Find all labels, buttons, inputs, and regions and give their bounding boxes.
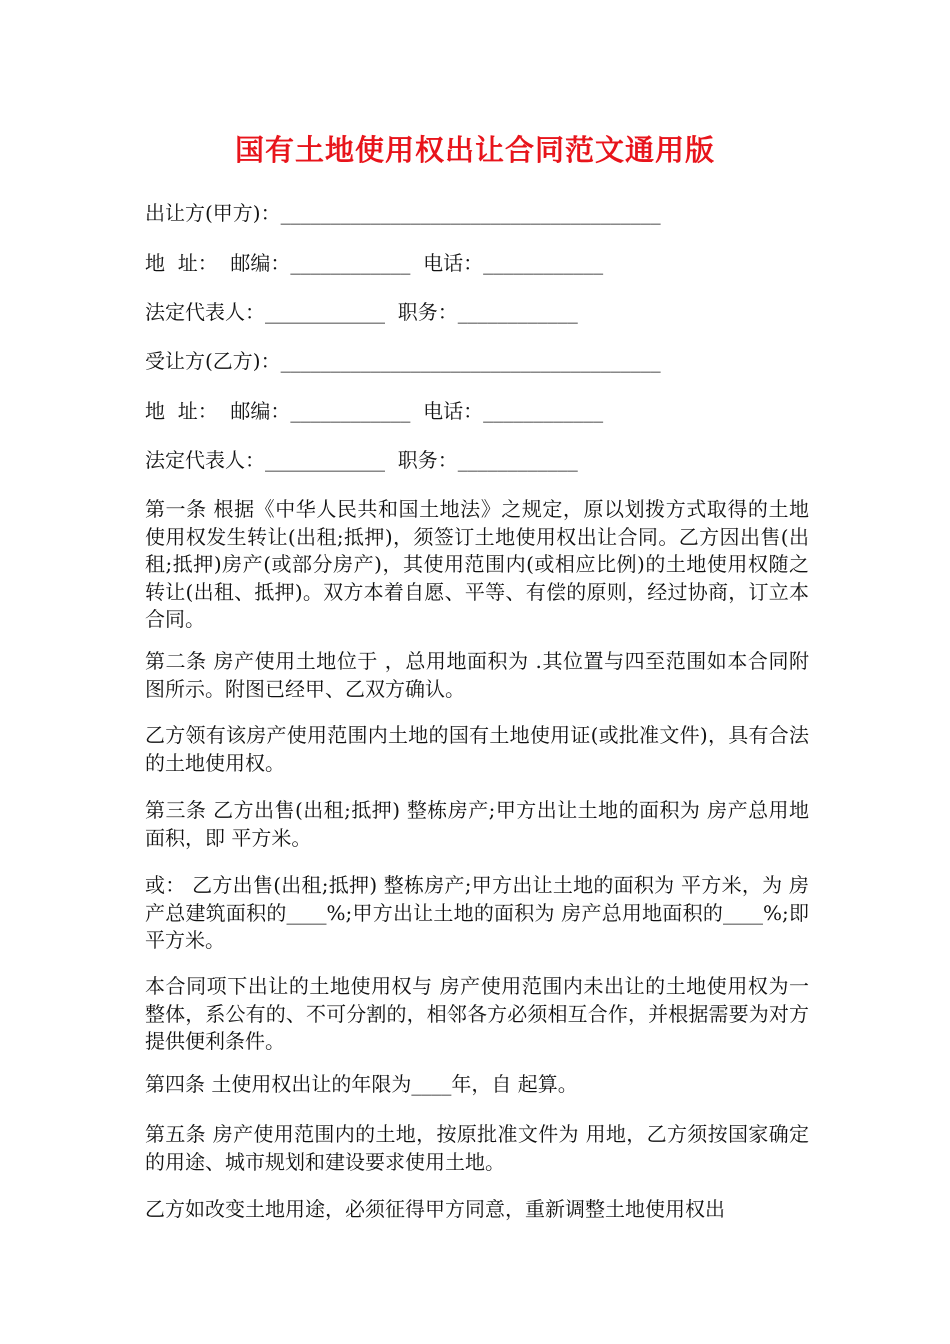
article-4-paragraph: 第四条 土使用权出让的年限为____年，自 起算。 — [145, 1072, 578, 1096]
grantor-field: 出让方(甲方)：______________________________________ — [145, 201, 661, 225]
land-use-change-paragraph: 乙方如改变土地用途，必须征得甲方同意，重新调整土地使用权出 — [145, 1197, 725, 1221]
article-3-paragraph: 第三条 乙方出售(出租;抵押) 整栋房产;甲方出让土地的面积为 房产总用地面积，即 平方米。 — [145, 798, 809, 850]
shared-land-paragraph: 本合同项下出让的土地使用权与 房产使用范围内未出让的土地使用权为一整体，系公有的、不可分割的，相邻各方必须相互合作，并根据需要为对方提供便利条件。 — [145, 974, 809, 1053]
land-certificate-paragraph: 乙方领有该房产使用范围内土地的国有土地使用证(或批准文件)，具有合法的土地使用权。 — [145, 723, 809, 775]
article-1-paragraph: 第一条 根据《中华人民共和国土地法》之规定，原以划拨方式取得的土地使用权发生转让(出租;抵押)，须签订土地使用权出让合同。乙方因出售(出租;抵押)房产(或部分房产)，其使用范围内(或相应比例)的土地使用权随之转让(出租、抵押)。双方本着自愿、平等、有偿的原则，经过协商，订立本合同。 — [145, 497, 809, 631]
grantee-field: 受让方(乙方)：______________________________________ — [145, 349, 661, 373]
article-5-paragraph: 第五条 房产使用范围内的土地，按原批准文件为 用地，乙方须按国家确定的用途、城市规划和建设要求使用土地。 — [145, 1122, 809, 1174]
grantee-representative-field: 法定代表人：____________ 职务：____________ — [145, 448, 578, 472]
grantee-address-field: 地 址： 邮编：____________ 电话：____________ — [145, 399, 604, 423]
grantor-address-field: 地 址： 邮编：____________ 电话：____________ — [145, 251, 604, 275]
grantor-representative-field: 法定代表人：____________ 职务：____________ — [145, 300, 578, 324]
article-3-alternative-paragraph: 或： 乙方出售(出租;抵押) 整栋房产;甲方出让土地的面积为 平方米，为 房产总建筑面积的____%;甲方出让土地的面积为 房产总用地面积的____%;即 平方米。 — [145, 873, 809, 952]
article-2-paragraph: 第二条 房产使用土地位于 ，总用地面积为 .其位置与四至范围如本合同附图所示。附图已经甲、乙双方确认。 — [145, 649, 809, 701]
document-title: 国有土地使用权出让合同范文通用版 — [234, 133, 715, 167]
